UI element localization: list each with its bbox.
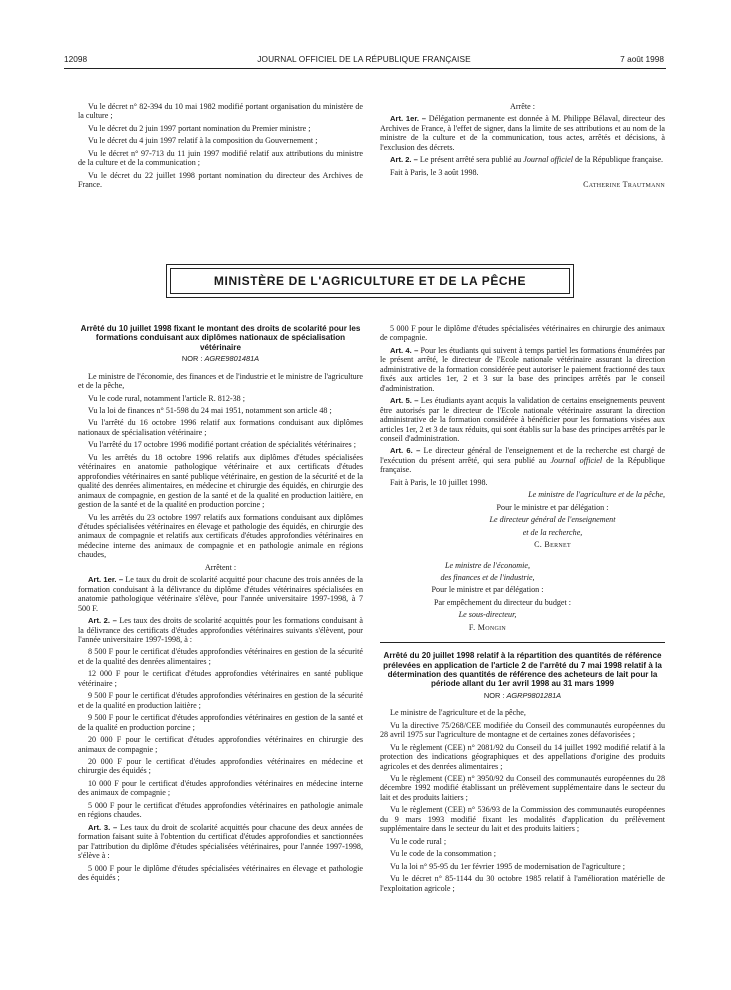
- doc1-intro: Vu le code rural, notamment l'article R. 812-38 ;: [88, 393, 245, 403]
- doc1-intro: Vu l'arrêté du 17 octobre 1996 modifié portant création de spécialités vétérinaires ;: [88, 440, 356, 450]
- visa: Vu le décret du 22 juillet 1998 portant nomination du directeur des Archives de France.: [78, 170, 363, 190]
- doc2-paragraph: Vu le règlement (CEE) n° 2081/92 du Conseil du 14 juillet 1992 modifié relatif à la protection des indications géographiques et des appellations d'origine des produits agricoles et des denrées alimentaires ;: [380, 742, 665, 771]
- delegation-line: Pour le ministre et par délégation :: [496, 502, 609, 512]
- header-rule: [64, 68, 666, 69]
- visa: Vu le décret du 4 juin 1997 relatif à la composition du Gouvernement ;: [88, 136, 318, 146]
- doc1-intro: Vu les arrêtés du 23 octobre 1997 relatifs aux formations conduisant aux diplômes d'études spécialisées vétérinaires en élevage et pathologie des équidés, en chirurgie des animaux de compagnie et relatifs aux certificats d'études approfondies vétérinaires en médecine interne des animaux de compagnie et en pathologie animale en régions chaudes,: [78, 512, 363, 560]
- ministry-heading: MINISTÈRE DE L'AGRICULTURE ET DE LA PÊCHE: [170, 268, 570, 294]
- signatory-name: C. Bernet: [534, 540, 571, 550]
- doc1-article-4: Art. 4. – Pour les étudiants qui suivent à temps partiel les formations énumérées par le présent arrêté, le directeur de l'Ecole nationale vétérinaire assurant la direction administrative de la formation considérée peut autoriser le paiement fractionné des taux fixés aux articles 1er, 2 et 3 sur la base des principes arrêtés par le conseil d'administration.: [380, 345, 666, 393]
- doc2-paragraph: Vu le code de la consommation ;: [390, 849, 497, 859]
- delegation-line: Pour le ministre et par délégation :: [431, 585, 544, 595]
- signature: Catherine Trautmann: [583, 180, 665, 190]
- doc2-paragraph: Vu la directive 75/268/CEE modifiée du Conseil des communautés européennes du 28 avril 1975 sur l'agriculture de montagne et de certaines zones défavorisées ;: [380, 720, 665, 740]
- article-1: Art. 1er. – Délégation permanente est donnée à M. Philippe Bélaval, directeur des Archives de France, à l'effet de signer, dans la limite de ses attributions et au nom de la ministre de la culture et de la communication, tous actes, arrêtés et décisions, à l'exclusion des décrets.: [380, 114, 665, 152]
- article-label: Art. 1er. –: [390, 114, 427, 124]
- doc1-article-1: Art. 1er. – Le taux du droit de scolarité acquitté pour chacune des trois années de la formation conduisant à la délivrance du diplôme d'études vétérinaires spécialisées en anatomie pathologique vétérinaire s'élève, pour l'année universitaire 1997-1998, à 7 500 F.: [78, 575, 363, 613]
- doc1-intro: Le ministre de l'économie, des finances et de l'industrie et le ministre de l'agriculture et de la pêche,: [78, 371, 363, 391]
- rate-item: 9 500 F pour le certificat d'études approfondies vétérinaires en gestion de la sécurité et de la qualité en production laitière ;: [78, 691, 363, 710]
- doc2-paragraph: Le ministre de l'agriculture et de la pêche,: [390, 708, 526, 718]
- signatory-title: et de la recherche,: [522, 527, 583, 537]
- signatory-role: Le ministre de l'économie,: [444, 560, 531, 570]
- fait-line: Fait à Paris, le 3 août 1998.: [390, 167, 479, 177]
- doc1-right-column: [380, 324, 665, 896]
- rate-item: 10 000 F pour le certificat d'études approfondies vétérinaires en médecine interne des animaux de compagnie ;: [78, 778, 363, 798]
- impediment-line: Par empêchement du directeur du budget :: [433, 597, 572, 607]
- page-number: 12098: [64, 54, 88, 64]
- running-header: [64, 54, 664, 68]
- doc2-paragraph: Vu le décret n° 85-1144 du 30 octobre 1985 relatif à l'amélioration matérielle de l'exploitation agricole ;: [380, 874, 665, 893]
- doc2-paragraph: Vu la loi n° 95-95 du 1er février 1995 de modernisation de l'agriculture ;: [390, 861, 626, 871]
- top-left-column: [78, 102, 363, 193]
- article-separator: [380, 642, 665, 643]
- rate-item: 20 000 F pour le certificat d'études approfondies vétérinaires en médecine et chirurgie des équidés ;: [78, 756, 363, 776]
- doc1-article-2: Art. 2. – Les taux des droits de scolarité acquittés pour les formations conduisant à la délivrance des certificats d'études approfondies vétérinaires suivants s'élèvent, pour l'année universitaire 1997-1998, à :: [78, 616, 363, 644]
- rate-item: 8 500 F pour le certificat d'études approfondies vétérinaires en gestion de la sécurité et de la qualité des denrées alimentaires ;: [78, 647, 363, 666]
- signatory-title: Le sous-directeur,: [458, 610, 517, 620]
- doc2-paragraph: Vu le règlement (CEE) n° 536/93 de la Commission des communautés européennes du 9 mars 1993 modifié fixant les modalités d'application du prélèvement supplémentaire dans le secteur du lait et des produits laitiers ;: [380, 805, 665, 834]
- rate-item: 9 500 F pour le certificat d'études approfondies vétérinaires en gestion de la santé et de la qualité en production porcine ;: [78, 713, 363, 732]
- rate-item: 5 000 F pour le certificat d'études approfondies vétérinaires en pathologie animale en régions chaudes.: [78, 800, 363, 820]
- rate-item: 5 000 F pour le diplôme d'études spécialisées vétérinaires en élevage et pathologie des équidés ;: [78, 863, 363, 882]
- fait-line: Fait à Paris, le 10 juillet 1998.: [390, 477, 488, 487]
- visa: Vu le décret n° 82-394 du 10 mai 1982 modifié portant organisation du ministère de la culture ;: [78, 102, 363, 121]
- top-right-column: [380, 102, 665, 193]
- article-label: Art. 2. –: [390, 155, 418, 165]
- doc1-left-column: [78, 324, 363, 885]
- article-2: Art. 2. – Le présent arrêté sera publié au Journal officiel de la République française.: [390, 155, 664, 165]
- arrete-heading: Arrête :: [510, 102, 535, 111]
- rate-item: 5 000 F pour le diplôme d'études spécialisées vétérinaires en chirurgie des animaux de compagnie.: [380, 324, 665, 343]
- doc2-nor: NOR : AGRP9801281A: [483, 690, 562, 700]
- arretent-heading: Arrêtent :: [204, 562, 237, 572]
- doc1-intro: Vu les arrêtés du 18 octobre 1996 relatifs aux diplômes d'études spécialisées vétérinaires en anatomie pathologique vétérinaire et aux certificats d'études approfondies vétérinaires en santé publique vétérinaire, en gestion de la sécurité et de la qualité des denrées alimentaires, en médecine et chirurgie des équidés, en chirurgie des animaux de compagnie, en gestion de la santé et de la qualité en production laitière, en gestion de la santé et de la qualité en production porcine ;: [78, 452, 363, 510]
- signatory-role: Le ministre de l'agriculture et de la pêche,: [528, 490, 665, 500]
- doc1-article-3: Art. 3. – Les taux du droit de scolarité acquittés pour chacune des deux années de formation faisant suite à l'obtention du certificat d'études approfondies et sanctionnées par l'attribution du diplôme d'études spécialisées vétérinaires, pour l'année 1997-1998, s'élève à :: [78, 822, 363, 861]
- visa: Vu le décret n° 97-713 du 11 juin 1997 modifié relatif aux attributions du ministre de la culture et de la communication ;: [78, 148, 363, 168]
- doc2-title: Arrêté du 20 juillet 1998 relatif à la répartition des quantités de référence prélevées en application de l'article 2 de l'arrêté du 7 mai 1998 relatif à la détermination des quantités de référence des acheteurs de lait pour la période allant du 1er avril 1998 au 31 mars 1999: [383, 651, 662, 689]
- signatory-title: Le directeur général de l'enseignement: [489, 515, 616, 525]
- doc2-paragraph: Vu le règlement (CEE) n° 3950/92 du Conseil des communautés européennes du 28 décembre 1992 modifié établissant un prélèvement supplémentaire dans le secteur du lait et des produits laitiers ;: [380, 774, 665, 802]
- signatory-name: F. Mongin: [468, 622, 507, 632]
- signatory-role: des finances et de l'industrie,: [440, 572, 535, 582]
- visa: Vu le décret du 2 juin 1997 portant nomination du Premier ministre ;: [88, 123, 311, 133]
- rate-item: 20 000 F pour le certificat d'études approfondies vétérinaires en chirurgie des animaux de compagnie ;: [78, 735, 363, 754]
- doc1-title: Arrêté du 10 juillet 1998 fixant le montant des droits de scolarité pour les formations conduisant aux diplômes nationaux de spécialisation vétérinaire: [80, 324, 361, 352]
- doc1-article-5: Art. 5. – Les étudiants ayant acquis la validation de certains enseignements peuvent être autorisés par le directeur de l'Ecole nationale vétérinaire assurant la direction administrative de la formation considérée à bénéficier pour les formations visées aux articles 1er, 2 et 3 de taux réduits, qui sont établis sur la base des principes arrêtés par le conseil d'administration.: [380, 396, 665, 443]
- doc1-intro: Vu l'arrêté du 16 octobre 1996 relatif aux formations conduisant aux diplômes nationaux de spécialisation vétérinaire ;: [78, 418, 363, 437]
- doc1-intro: Vu la loi de finances n° 51-598 du 24 mai 1951, notamment son article 48 ;: [88, 406, 332, 416]
- journal-title: JOURNAL OFFICIEL DE LA RÉPUBLIQUE FRANÇAISE: [257, 54, 471, 64]
- doc1-nor: NOR : AGRE9801481A: [181, 354, 260, 364]
- issue-date: 7 août 1998: [620, 54, 664, 64]
- doc1-article-6: Art. 6. – Le directeur général de l'enseignement et de la recherche est chargé de l'exécution du présent arrêté, qui sera publié au Journal officiel de la République française.: [380, 446, 666, 475]
- doc2-paragraph: Vu le code rural ;: [390, 836, 447, 846]
- rate-item: 12 000 F pour le certificat d'études approfondies vétérinaires en santé publique vétérinaire ;: [78, 669, 363, 688]
